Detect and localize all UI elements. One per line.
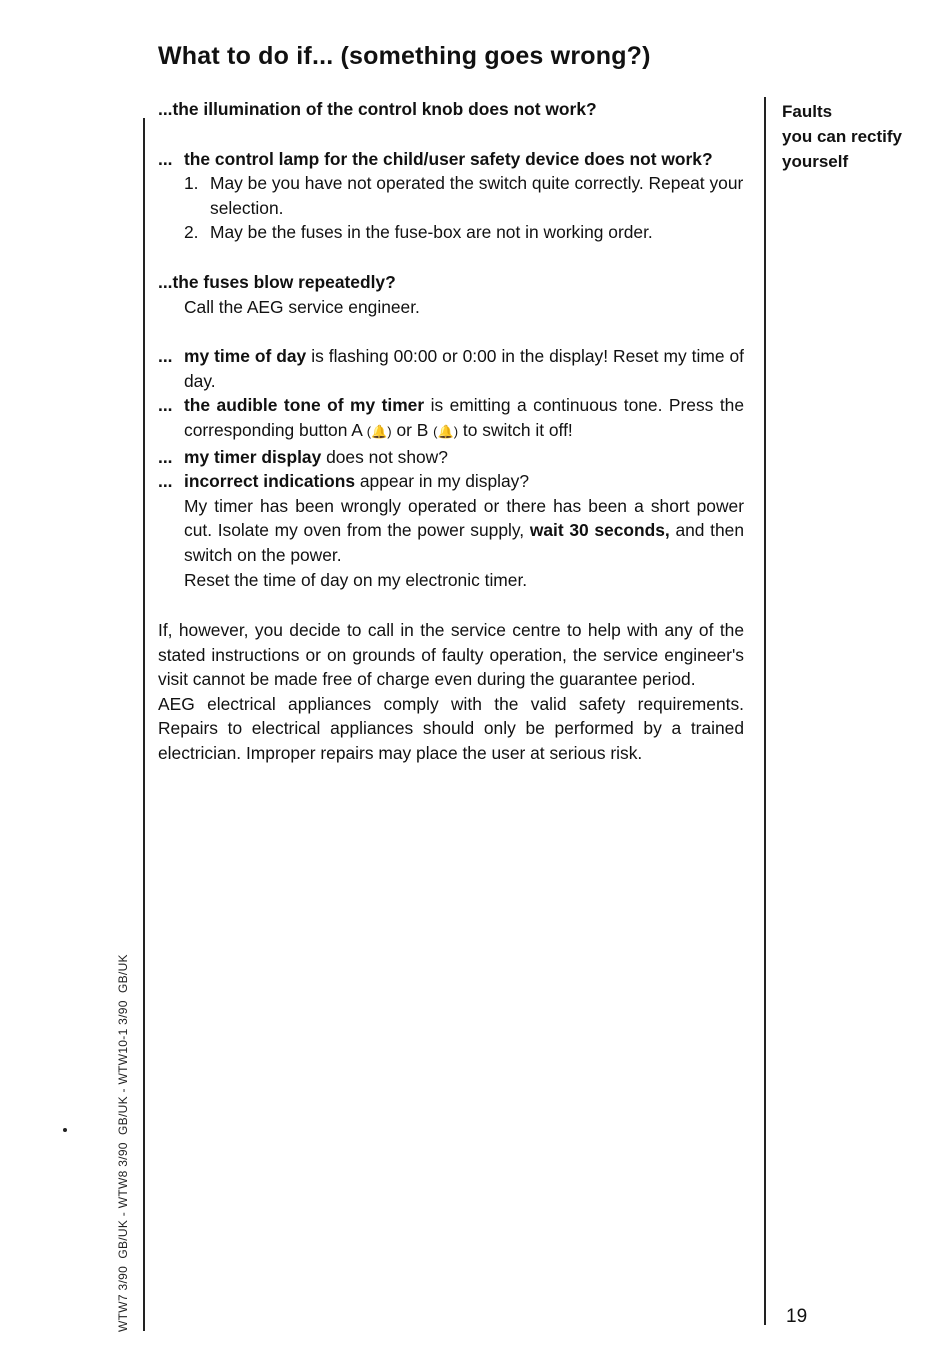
- bell-icon: (🔔): [433, 423, 459, 439]
- question-time-of-day: [158, 344, 744, 393]
- bold-phrase: wait 30 seconds,: [529, 520, 670, 541]
- bold-phrase: my time of day: [184, 346, 307, 367]
- paragraph-service-charge: If, however, you decide to call in the service centre to help with any of the stated instructions or on grounds of faulty operation, the service engineer's visit cannot be made free of charge even during the guarantee period.: [158, 620, 744, 690]
- question-rest: or B: [391, 419, 434, 440]
- question-rest: does not show?: [321, 446, 448, 467]
- answer-item-2: [158, 220, 744, 245]
- page-number: 19: [786, 1306, 808, 1327]
- ellipsis-lead: ...: [158, 346, 173, 367]
- document-code: WTW7 3/90 GB/UK - WTW8 3/90 GB/UK - WTW10-1 3/90 GB/UK: [116, 954, 130, 1332]
- paragraph-safety: AEG electrical appliances comply with the valid safety requirements. Repairs to electrical appliances should only be performed by a trained electrician. Improper repairs may place the user at serious risk.: [158, 693, 744, 764]
- question-incorrect-indications: [158, 469, 744, 494]
- page-title: What to do if... (something goes wrong?): [158, 42, 651, 70]
- answer-reset-time: Reset the time of day on my electronic timer.: [184, 569, 528, 590]
- ellipsis-lead: ...: [158, 395, 173, 416]
- bell-icon: (🔔): [366, 423, 392, 439]
- question-rest: to switch it off!: [458, 419, 573, 440]
- ellipsis-lead: ...: [158, 471, 173, 492]
- answer-text: May be you have not operated the switch quite correctly. Repeat your selection.: [210, 173, 744, 218]
- question-text: the control lamp for the child/user safety device does not work?: [184, 148, 713, 169]
- ellipsis-lead: ...: [158, 446, 173, 467]
- answer-number: 1.: [184, 173, 199, 194]
- margin-dot: [63, 1128, 67, 1132]
- bold-phrase: my timer display: [184, 446, 322, 467]
- answer-incorrect-indications: [158, 494, 744, 568]
- question-rest: is flashing 00:00 or 0:00 in the display! Reset my time of day.: [184, 346, 744, 391]
- bold-phrase: incorrect indications: [184, 471, 356, 492]
- answer-item-1: [158, 171, 744, 220]
- question-audible-tone: [158, 393, 744, 444]
- answer-number: 2.: [184, 222, 199, 243]
- question-timer-display: [158, 445, 744, 470]
- ellipsis-lead: ...: [158, 148, 173, 169]
- bold-phrase: the audible tone of my timer: [184, 395, 425, 416]
- question-control-lamp: [158, 147, 744, 172]
- answer-text: and then switch on the power.: [184, 520, 744, 565]
- main-content: [158, 97, 744, 766]
- answer-fuses: Call the AEG service engineer.: [184, 296, 420, 317]
- question-rest: appear in my display?: [355, 471, 530, 492]
- question-rest: is emitting a continuous tone. Press the corresponding button A: [184, 395, 744, 440]
- answer-text: May be the fuses in the fuse-box are not in working order.: [210, 222, 653, 243]
- left-margin-rule: [143, 118, 145, 1331]
- right-column-rule: [764, 97, 766, 1325]
- answer-text: My timer has been wrongly operated or there has been a short power cut. Isolate my oven from the power supply,: [184, 495, 744, 541]
- sidebar-heading: Faults you can rectify yourself: [782, 102, 902, 171]
- question-illumination: ...the illumination of the control knob does not work?: [158, 99, 597, 119]
- question-fuses: ...the fuses blow repeatedly?: [158, 271, 396, 292]
